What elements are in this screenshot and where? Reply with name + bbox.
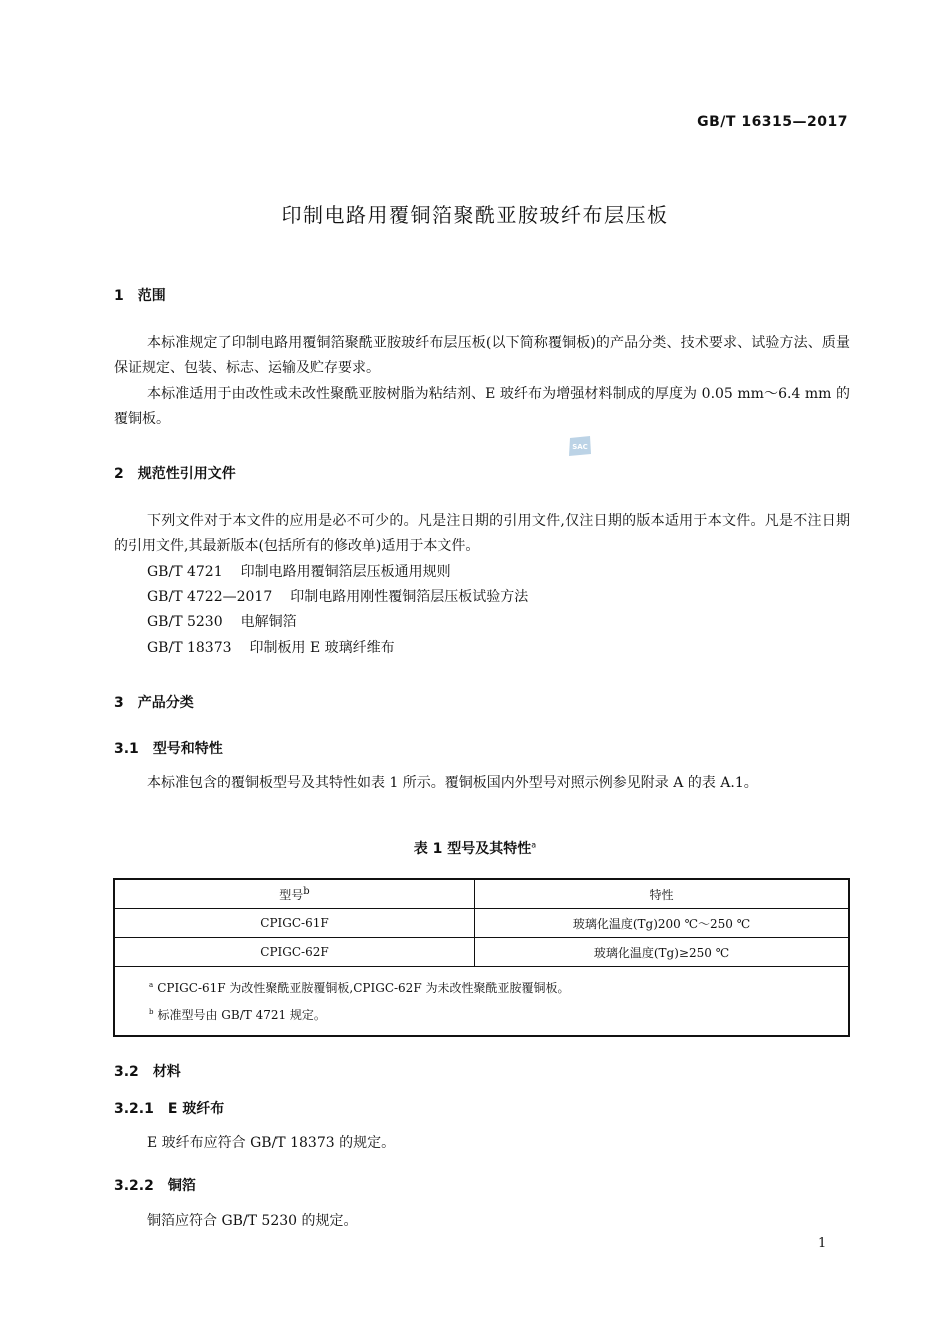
reference-title: 印制板用 E 玻璃纤维布 xyxy=(249,640,395,656)
reference-code: GB/T 5230 xyxy=(147,614,223,630)
section-1-paragraph-2: 本标准适用于由改性或未改性聚酰亚胺树脂为粘结剂、E 玻纤布为增强材料制成的厚度为 0.05 mm～6.4 mm 的覆铜板。 xyxy=(114,386,850,427)
cell-model: CPIGC-62F xyxy=(114,938,475,967)
table-row xyxy=(114,909,849,938)
model-properties-table xyxy=(113,878,850,1037)
section-1-paragraph-1: 本标准规定了印制电路用覆铜箔聚酰亚胺玻纤布层压板(以下简称覆铜板)的产品分类、技术要求、试验方法、质量保证规定、包装、标志、运输及贮存要求。 xyxy=(114,335,850,376)
section-title: 规范性引用文件 xyxy=(137,466,236,482)
table-row xyxy=(114,938,849,967)
section-number: 1 xyxy=(114,288,124,304)
reference-code: GB/T 18373 xyxy=(147,640,232,656)
section-1-heading xyxy=(114,285,166,305)
section-title: 范围 xyxy=(137,288,166,304)
header-model: 型号$^b$ xyxy=(114,879,475,909)
table-caption-text: 表 1 型号及其特性 xyxy=(413,841,532,857)
footnote-mark: a xyxy=(531,840,537,850)
table-notes-row xyxy=(114,967,849,1037)
section-3-2-heading xyxy=(114,1061,181,1081)
section-title: 型号和特性 xyxy=(152,741,223,757)
section-3-2-2-heading xyxy=(114,1175,196,1195)
page-number: 1 xyxy=(818,1236,827,1251)
section-2-paragraph-1: 下列文件对于本文件的应用是必不可少的。凡是注日期的引用文件,仅注日期的版本适用于本文件。凡是不注日期的引用文件,其最新版本(包括所有的修改单)适用于本文件。 xyxy=(114,513,850,554)
reference-item xyxy=(147,636,395,661)
section-number: 2 xyxy=(114,466,124,482)
section-2-heading xyxy=(114,463,236,483)
section-number: 3.1 xyxy=(114,741,139,757)
table-notes xyxy=(114,967,849,1037)
section-number: 3 xyxy=(114,695,124,711)
table-note: $^a$ CPIGC-61F 为改性聚酰亚胺覆铜板,CPIGC-62F 为未改性聚酰亚胺覆铜板。 xyxy=(149,981,570,995)
cell-property: 玻璃化温度(Tg)200 ℃～250 ℃ xyxy=(475,909,850,938)
reference-code: GB/T 4722—2017 xyxy=(147,589,273,605)
reference-item xyxy=(147,585,528,610)
table-note: $^b$ 标准型号由 GB/T 4721 规定。 xyxy=(149,1008,326,1022)
section-3-2-2-paragraph: 铜箔应符合 GB/T 5230 的规定。 xyxy=(147,1213,358,1229)
watermark-text: SAC xyxy=(572,443,588,451)
section-3-heading xyxy=(114,692,194,712)
section-3-1-heading xyxy=(114,738,223,758)
reference-title: 电解铜箔 xyxy=(240,614,297,630)
section-3-2-1-paragraph: E 玻纤布应符合 GB/T 18373 的规定。 xyxy=(147,1135,396,1151)
reference-code: GB/T 4721 xyxy=(147,564,223,580)
section-number: 3.2.2 xyxy=(114,1178,154,1194)
table-caption xyxy=(0,838,950,858)
reference-item xyxy=(147,610,297,635)
footnote-mark: b xyxy=(303,885,310,897)
header-property: 特性 xyxy=(475,879,850,909)
document-title: 印制电路用覆铜箔聚酰亚胺玻纤布层压板 xyxy=(281,203,669,227)
sac-watermark-logo xyxy=(567,434,593,458)
cell-model: CPIGC-61F xyxy=(114,909,475,938)
section-3-1-paragraph: 本标准包含的覆铜板型号及其特性如表 1 所示。覆铜板国内外型号对照示例参见附录 A 的表 A.1。 xyxy=(147,775,758,791)
reference-title: 印制电路用覆铜箔层压板通用规则 xyxy=(240,564,451,580)
reference-title: 印制电路用刚性覆铜箔层压板试验方法 xyxy=(290,589,529,605)
section-title: 铜箔 xyxy=(167,1178,196,1194)
cell-property: 玻璃化温度(Tg)≥250 ℃ xyxy=(475,938,850,967)
section-number: 3.2 xyxy=(114,1064,139,1080)
reference-item xyxy=(147,560,451,585)
standard-number: GB/T 16315—2017 xyxy=(697,114,848,130)
section-title: 产品分类 xyxy=(137,695,194,711)
section-title: 材料 xyxy=(152,1064,181,1080)
table-header-row xyxy=(114,879,849,909)
section-title: E 玻纤布 xyxy=(167,1101,225,1117)
section-number: 3.2.1 xyxy=(114,1101,154,1117)
section-3-2-1-heading xyxy=(114,1098,224,1118)
